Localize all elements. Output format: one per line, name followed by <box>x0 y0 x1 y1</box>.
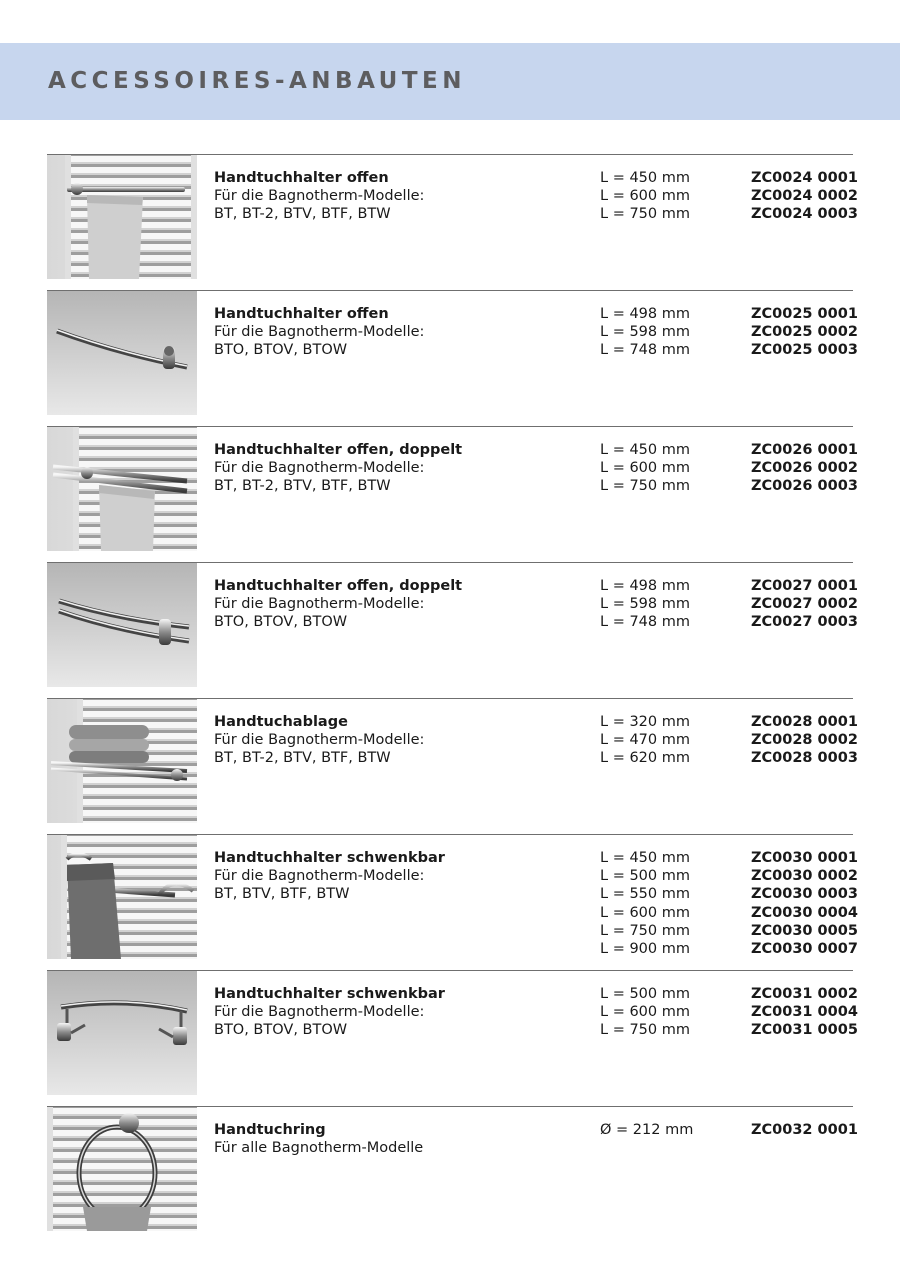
size-value: L = 750 mm <box>600 478 690 495</box>
product-name: Handtuchhalter offen <box>214 170 389 186</box>
size-value: L = 750 mm <box>600 1022 690 1039</box>
product-row <box>47 1106 858 1232</box>
size-value: Ø = 212 mm <box>600 1122 694 1138</box>
size-value: L = 600 mm <box>600 460 690 477</box>
product-name: Handtuchhalter schwenkbar <box>214 850 445 866</box>
article-code-list <box>751 305 858 360</box>
size-list <box>600 985 690 1040</box>
product-models <box>214 323 424 359</box>
size-value: L = 748 mm <box>600 614 690 631</box>
product-row <box>47 562 858 688</box>
product-name: Handtuchhalter offen <box>214 306 389 322</box>
article-code: ZC0028 0003 <box>751 750 858 767</box>
size-list <box>600 305 690 360</box>
article-code: ZC0030 0001 <box>751 850 858 866</box>
models-intro: Für die Bagnotherm-Modelle: <box>214 732 425 748</box>
towel-shelf-photo <box>47 699 197 823</box>
article-code-list <box>751 849 858 958</box>
radiator-towel-rail-photo <box>47 155 197 279</box>
article-code-list <box>751 985 858 1040</box>
article-code-list <box>751 713 858 768</box>
size-value: L = 320 mm <box>600 714 690 730</box>
swivel-rail-radiator-photo <box>47 835 197 959</box>
models-intro: Für die Bagnotherm-Modelle: <box>214 460 425 476</box>
size-value: L = 450 mm <box>600 442 690 458</box>
product-name: Handtuchhalter schwenkbar <box>214 986 445 1002</box>
size-value: L = 500 mm <box>600 868 690 885</box>
article-code: ZC0027 0001 <box>751 578 858 594</box>
models-intro: Für die Bagnotherm-Modelle: <box>214 188 425 204</box>
size-value: L = 750 mm <box>600 922 690 939</box>
size-value: L = 470 mm <box>600 732 690 749</box>
size-value: L = 900 mm <box>600 941 690 958</box>
product-row <box>47 834 858 960</box>
size-list <box>600 1121 693 1139</box>
size-value: L = 600 mm <box>600 188 690 205</box>
size-value: L = 620 mm <box>600 750 690 767</box>
models-intro: Für die Bagnotherm-Modelle: <box>214 596 425 612</box>
size-list <box>600 441 690 496</box>
product-row <box>47 970 858 1096</box>
article-code: ZC0030 0003 <box>751 886 858 903</box>
size-value: L = 598 mm <box>600 596 690 613</box>
article-code: ZC0026 0001 <box>751 442 858 458</box>
models-list: BT, BT-2, BTV, BTF, BTW <box>214 478 391 494</box>
size-list <box>600 577 690 632</box>
size-list <box>600 713 690 768</box>
article-code-list <box>751 169 858 224</box>
size-value: L = 450 mm <box>600 170 690 186</box>
models-intro: Für die Bagnotherm-Modelle: <box>214 868 425 884</box>
article-code-list <box>751 441 858 496</box>
product-models <box>214 187 424 223</box>
article-code: ZC0028 0002 <box>751 732 858 749</box>
models-intro: Für die Bagnotherm-Modelle: <box>214 324 425 340</box>
article-code: ZC0030 0007 <box>751 941 858 958</box>
size-list <box>600 169 690 224</box>
article-code: ZC0032 0001 <box>751 1122 858 1138</box>
article-code: ZC0025 0002 <box>751 324 858 341</box>
article-code: ZC0025 0003 <box>751 342 858 359</box>
product-row <box>47 426 858 552</box>
models-list: BT, BTV, BTF, BTW <box>214 886 350 902</box>
product-row <box>47 290 858 416</box>
article-code: ZC0024 0001 <box>751 170 858 186</box>
size-value: L = 750 mm <box>600 206 690 223</box>
article-code: ZC0030 0004 <box>751 904 858 921</box>
product-row <box>47 154 858 280</box>
size-value: L = 748 mm <box>600 342 690 359</box>
size-value: L = 550 mm <box>600 886 690 903</box>
size-value: L = 598 mm <box>600 324 690 341</box>
radiator-double-rail-photo <box>47 427 197 551</box>
size-value: L = 600 mm <box>600 904 690 921</box>
article-code: ZC0030 0005 <box>751 922 858 939</box>
product-models <box>214 1139 423 1157</box>
product-name: Handtuchring <box>214 1122 326 1138</box>
product-models <box>214 595 424 631</box>
article-code: ZC0031 0004 <box>751 1004 858 1021</box>
product-row <box>47 698 858 824</box>
product-models <box>214 731 424 767</box>
size-value: L = 450 mm <box>600 850 690 866</box>
product-models <box>214 1003 424 1039</box>
size-value: L = 498 mm <box>600 578 690 594</box>
size-value: L = 498 mm <box>600 306 690 322</box>
article-code-list <box>751 577 858 632</box>
article-code: ZC0030 0002 <box>751 868 858 885</box>
product-models <box>214 867 424 903</box>
article-code: ZC0028 0001 <box>751 714 858 730</box>
article-code: ZC0024 0003 <box>751 206 858 223</box>
article-code: ZC0024 0002 <box>751 188 858 205</box>
article-code: ZC0026 0002 <box>751 460 858 477</box>
article-code: ZC0026 0003 <box>751 478 858 495</box>
models-list: BTO, BTOV, BTOW <box>214 342 348 358</box>
article-code-list <box>751 1121 858 1139</box>
swivel-rail-photo <box>47 971 197 1095</box>
article-code: ZC0027 0003 <box>751 614 858 631</box>
page-title: ACCESSOIRES-ANBAUTEN <box>48 68 467 94</box>
curved-double-rail-photo <box>47 563 197 687</box>
article-code: ZC0031 0002 <box>751 986 858 1002</box>
product-name: Handtuchablage <box>214 714 348 730</box>
size-value: L = 600 mm <box>600 1004 690 1021</box>
models-list: BT, BT-2, BTV, BTF, BTW <box>214 750 391 766</box>
models-list: BT, BT-2, BTV, BTF, BTW <box>214 206 391 222</box>
size-list <box>600 849 690 958</box>
product-name: Handtuchhalter offen, doppelt <box>214 442 463 458</box>
product-models <box>214 459 424 495</box>
article-code: ZC0027 0002 <box>751 596 858 613</box>
models-list: BTO, BTOV, BTOW <box>214 1022 348 1038</box>
towel-ring-photo <box>47 1107 197 1231</box>
curved-rail-photo <box>47 291 197 415</box>
article-code: ZC0031 0005 <box>751 1022 858 1039</box>
models-intro: Für die Bagnotherm-Modelle: <box>214 1004 425 1020</box>
product-name: Handtuchhalter offen, doppelt <box>214 578 463 594</box>
models-intro: Für alle Bagnotherm-Modelle <box>214 1140 424 1156</box>
size-value: L = 500 mm <box>600 986 690 1002</box>
article-code: ZC0025 0001 <box>751 306 858 322</box>
models-list: BTO, BTOV, BTOW <box>214 614 348 630</box>
